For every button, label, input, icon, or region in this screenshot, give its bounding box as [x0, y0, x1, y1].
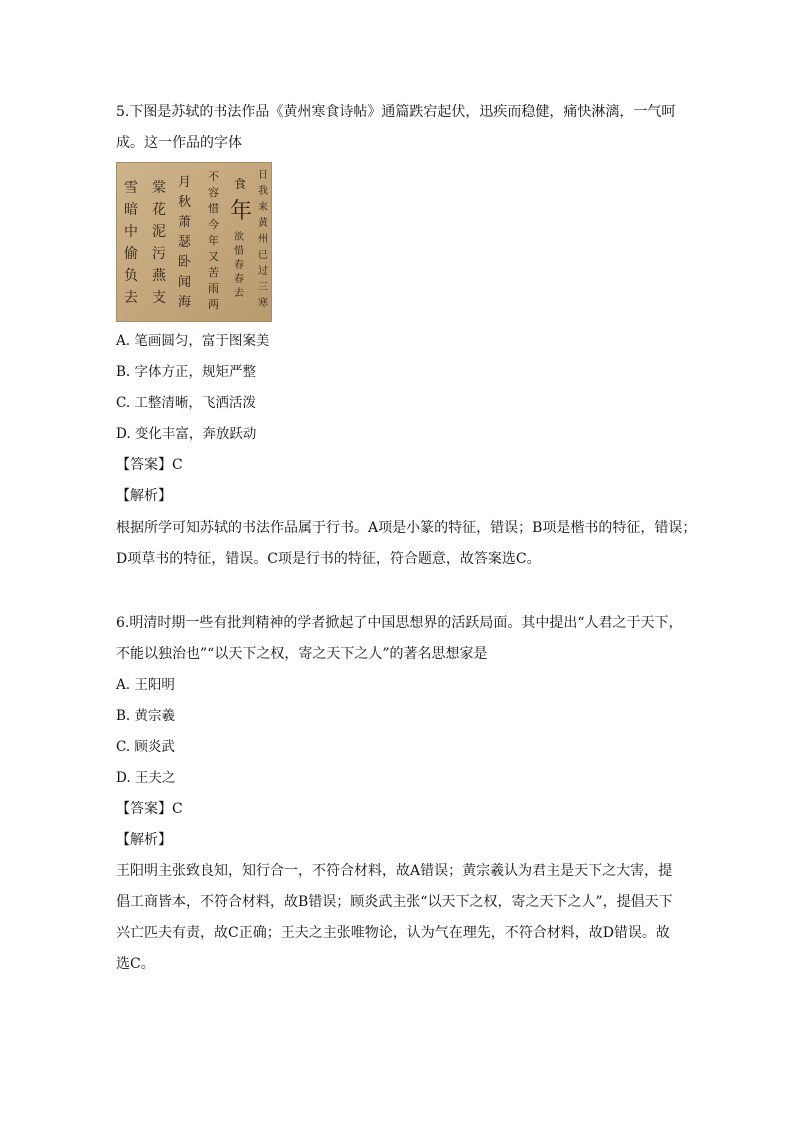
svg-text:寒: 寒 — [258, 298, 268, 309]
svg-text:负: 负 — [124, 268, 138, 284]
svg-text:容: 容 — [208, 186, 219, 199]
svg-text:黄: 黄 — [258, 218, 268, 229]
svg-text:花: 花 — [152, 202, 166, 218]
svg-text:已: 已 — [258, 250, 268, 261]
svg-text:年: 年 — [230, 199, 253, 224]
q6-explanation-line-4: 选C。 — [116, 956, 155, 972]
svg-text:又: 又 — [208, 250, 219, 263]
svg-text:两: 两 — [208, 298, 219, 311]
q6-explanation-line-1: 王阳明主张致良知，知行合一，不符合材料，故A错误；黄宗羲认为君主是天下之大害，提 — [116, 863, 673, 879]
svg-text:瑟: 瑟 — [178, 235, 192, 250]
svg-text:去: 去 — [234, 288, 244, 299]
q6-option-c: C. 顾炎武 — [116, 739, 175, 755]
svg-text:过: 过 — [258, 266, 268, 277]
q6-explanation-line-3: 兴亡匹夫有责，故C正确；王夫之主张唯物论，认为气在理先，不符合材料，故D错误。故 — [116, 925, 670, 941]
svg-text:不: 不 — [208, 170, 219, 183]
q5-option-a: A. 笔画圆匀，富于图案美 — [116, 333, 270, 349]
svg-text:棠: 棠 — [152, 180, 166, 196]
q5-answer: 【答案】C — [116, 457, 183, 473]
svg-text:春: 春 — [234, 274, 244, 285]
svg-text:雪: 雪 — [124, 180, 138, 196]
q5-explanation-line-1: 根据所学可知苏轼的书法作品属于行书。A项是小篆的特征，错误；B项是楷书的特征，错误； — [116, 520, 697, 536]
svg-text:来: 来 — [258, 202, 268, 213]
svg-text:卧: 卧 — [178, 255, 192, 270]
svg-text:暗: 暗 — [124, 202, 138, 218]
svg-text:雨: 雨 — [208, 282, 219, 295]
q6-explanation-line-2: 倡工商皆本，不符合材料，故B错误；顾炎武主张“以天下之权，寄之天下之人”，提倡天下 — [116, 894, 673, 910]
svg-text:秋: 秋 — [178, 195, 192, 210]
q6-option-d: D. 王夫之 — [116, 770, 176, 786]
svg-text:支: 支 — [152, 290, 166, 306]
svg-text:欲: 欲 — [234, 232, 244, 243]
q5-question-line-2: 成。这一作品的字体 — [116, 135, 242, 151]
svg-text:春: 春 — [234, 260, 244, 271]
svg-text:食: 食 — [234, 177, 247, 191]
svg-text:偷: 偷 — [124, 246, 138, 262]
svg-text:泥: 泥 — [152, 224, 166, 240]
svg-text:海: 海 — [178, 295, 192, 310]
svg-text:年: 年 — [208, 234, 219, 247]
q6-option-a: A. 王阳明 — [116, 677, 175, 693]
svg-text:污: 污 — [152, 246, 166, 262]
svg-text:闻: 闻 — [178, 275, 192, 290]
q6-question-line-1: 6.明清时期一些有批判精神的学者掀起了中国思想界的活跃局面。其中提出“人君之于天下， — [116, 615, 683, 631]
svg-text:月: 月 — [178, 175, 192, 190]
svg-text:去: 去 — [124, 290, 138, 306]
svg-text:我: 我 — [258, 186, 268, 197]
q6-option-b: B. 黄宗羲 — [116, 708, 176, 724]
svg-text:惜: 惜 — [208, 202, 219, 215]
svg-text:惜: 惜 — [234, 246, 244, 257]
svg-text:今: 今 — [208, 218, 219, 231]
q5-analysis-label: 【解析】 — [116, 488, 172, 504]
q5-question-line-1: 5.下图是苏轼的书法作品《黄州寒食诗帖》通篇跌宕起伏，迅疾而稳健，痛快淋漓，一气呵 — [116, 104, 676, 120]
q5-option-c: C. 工整清晰，飞洒活泼 — [116, 395, 256, 411]
q5-option-b: B. 字体方正，规矩严整 — [116, 364, 257, 380]
svg-text:日: 日 — [258, 170, 268, 181]
svg-text:苦: 苦 — [208, 266, 219, 279]
q6-analysis-label: 【解析】 — [116, 832, 172, 848]
q5-option-d: D. 变化丰富，奔放跃动 — [116, 426, 257, 442]
svg-text:三: 三 — [258, 282, 268, 293]
q5-explanation-line-2: D项草书的特征，错误。C项是行书的特征，符合题意，故答案选C。 — [116, 551, 541, 567]
svg-text:萧: 萧 — [178, 215, 192, 230]
q6-answer: 【答案】C — [116, 801, 183, 817]
svg-text:中: 中 — [124, 224, 138, 240]
calligraphy-image — [116, 162, 272, 322]
svg-text:州: 州 — [258, 234, 268, 245]
q6-question-line-2: 不能以独治也”“以天下之权，寄之天下之人”的著名思想家是 — [116, 646, 488, 662]
svg-text:燕: 燕 — [152, 268, 166, 284]
